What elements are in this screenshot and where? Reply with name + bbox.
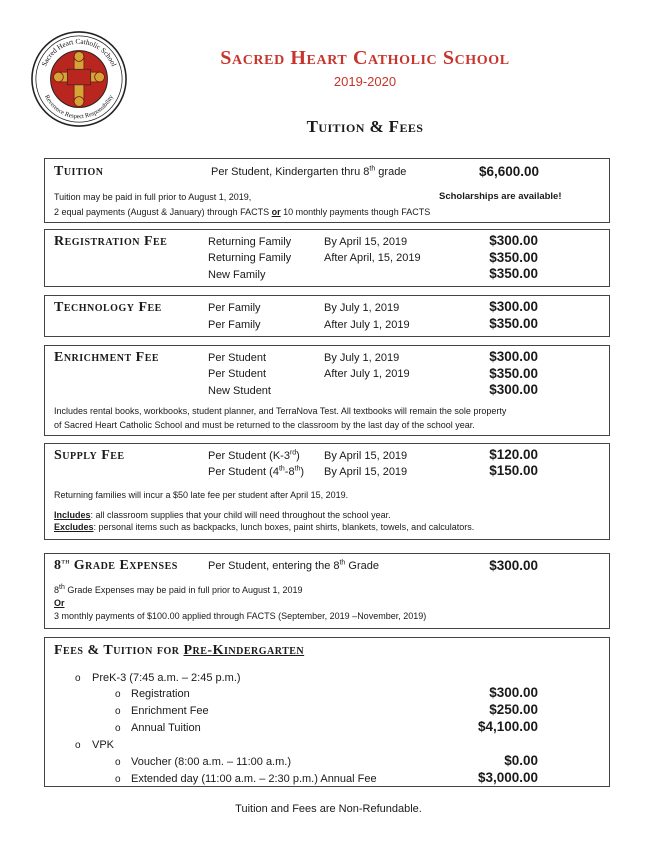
registration-section [44,229,610,287]
prek-heading: Fees & Tuition for Pre-Kindergarten [54,643,305,658]
school-seal-logo [30,30,128,128]
registration-row-2-price: $350.00 [489,250,538,265]
prek3-item-2-price: $250.00 [489,702,538,717]
prek3-item-3-price: $4,100.00 [477,719,538,734]
technology-heading: Technology Fee [54,300,162,315]
eighth-grade-price: $300.00 [489,558,538,573]
supply-includes: Includes: all classroom supplies that your child will need throughout the school year. [54,510,391,520]
supply-row-2-when: By April 15, 2019 [324,466,408,478]
prek3-item-3-label: Annual Tuition [131,722,201,734]
tuition-heading: Tuition [54,164,104,179]
technology-row-2-price: $350.00 [489,316,538,331]
tuition-price: $6,600.00 [478,164,539,179]
technology-row-2-when: After July 1, 2019 [324,319,410,331]
enrichment-row-1-when: By July 1, 2019 [324,352,400,364]
enrichment-note-2: of Sacred Heart Catholic School and must be returned to the classroom by the last day of the school year. [54,420,475,430]
supply-row-2-who: Per Student (4th-8th) [208,465,305,478]
enrichment-row-2-when: After July 1, 2019 [324,368,410,380]
technology-row-2-who: Per Family [208,319,261,331]
vpk-item-2-price: $3,000.00 [477,770,538,785]
vpk-item-2-label: Extended day (11:00 a.m. – 2:30 p.m.) Annual Fee [131,773,377,785]
prek3-item-1-label: Registration [131,688,190,700]
eighth-grade-note-1: 8th Grade Expenses may be paid in full prior to August 1, 2019 [54,584,303,595]
enrichment-row-3-who: New Student [208,385,271,397]
tuition-note-full: Tuition may be paid in full prior to August 1, 2019, [54,192,252,202]
enrichment-row-2-price: $350.00 [489,366,538,381]
bullet-icon: o [115,689,121,700]
registration-heading: Registration Fee [54,234,168,249]
supply-late-note: Returning families will incur a $50 late fee per student after April 15, 2019. [54,490,349,500]
eighth-grade-heading: 8th Grade Expenses [54,557,178,573]
vpk-item-1-price: $0.00 [504,753,538,768]
supply-row-1-price: $120.00 [489,447,538,462]
enrichment-heading: Enrichment Fee [54,350,160,365]
enrichment-section [44,345,610,436]
prek3-item-1-price: $300.00 [489,685,538,700]
vpk-item-1-label: Voucher (8:00 a.m. – 11:00 a.m.) [131,756,291,768]
registration-row-2-when: After April, 15, 2019 [324,252,421,264]
seal-ring-bottom-text: Reverence Respect Responsibility [43,93,115,121]
registration-row-3-who: New Family [208,269,266,281]
registration-row-1-when: By April 15, 2019 [324,236,408,248]
registration-row-1-who: Returning Family [208,236,292,248]
registration-row-3-price: $350.00 [489,266,538,281]
eighth-grade-section [44,553,610,629]
prek3-label: PreK-3 (7:45 a.m. – 2:45 p.m.) [92,672,241,684]
supply-heading: Supply Fee [54,448,125,463]
supply-row-1-who: Per Student (K-3rd) [208,449,300,462]
page-title: Tuition & Fees [306,117,424,136]
prek-section [44,637,610,787]
technology-row-1-when: By July 1, 2019 [324,302,400,314]
school-year: 2019-2020 [333,74,397,89]
scholarship-note: Scholarships are available! [439,191,562,202]
tuition-note-payments: 2 equal payments (August & January) through FACTS or 10 monthly payments though FACTS [54,207,431,217]
bullet-icon: o [115,723,121,734]
tuition-description: Per Student, Kindergarten thru 8th grade [211,165,407,178]
technology-row-1-who: Per Family [208,302,261,314]
technology-section [44,295,610,337]
enrichment-row-1-who: Per Student [208,352,267,364]
bullet-icon: o [115,757,121,768]
eighth-grade-or: Or [54,598,65,608]
tuition-section [44,158,610,223]
footer-note: Tuition and Fees are Non-Refundable. [235,803,422,815]
supply-excludes: Excludes: personal items such as backpacks, lunch boxes, paint shirts, blankets, towels, and calculators. [54,522,475,532]
supply-row-1-when: By April 15, 2019 [324,450,408,462]
eighth-grade-description: Per Student, entering the 8th Grade [208,559,379,572]
enrichment-row-1-price: $300.00 [489,349,538,364]
registration-row-1-price: $300.00 [489,233,538,248]
enrichment-note-1: Includes rental books, workbooks, student planner, and TerraNova Test. All textbooks will remain the sole property [54,406,507,416]
school-name: Sacred Heart Catholic School [220,47,510,69]
bullet-icon: o [115,706,121,717]
registration-row-2-who: Returning Family [208,252,292,264]
supply-section [44,443,610,540]
prek3-item-2-label: Enrichment Fee [131,705,209,717]
enrichment-row-3-price: $300.00 [489,382,538,397]
enrichment-row-2-who: Per Student [208,368,267,380]
seal-ring-top-text: Sacred Heart Catholic School [40,37,118,68]
vpk-label: VPK [92,739,115,751]
bullet-icon: o [75,673,81,684]
bullet-icon: o [75,740,81,751]
supply-row-2-price: $150.00 [489,463,538,478]
eighth-grade-note-2: 3 monthly payments of $100.00 applied through FACTS (September, 2019 –November, 2019) [54,611,427,621]
bullet-icon: o [115,774,121,785]
technology-row-1-price: $300.00 [489,299,538,314]
